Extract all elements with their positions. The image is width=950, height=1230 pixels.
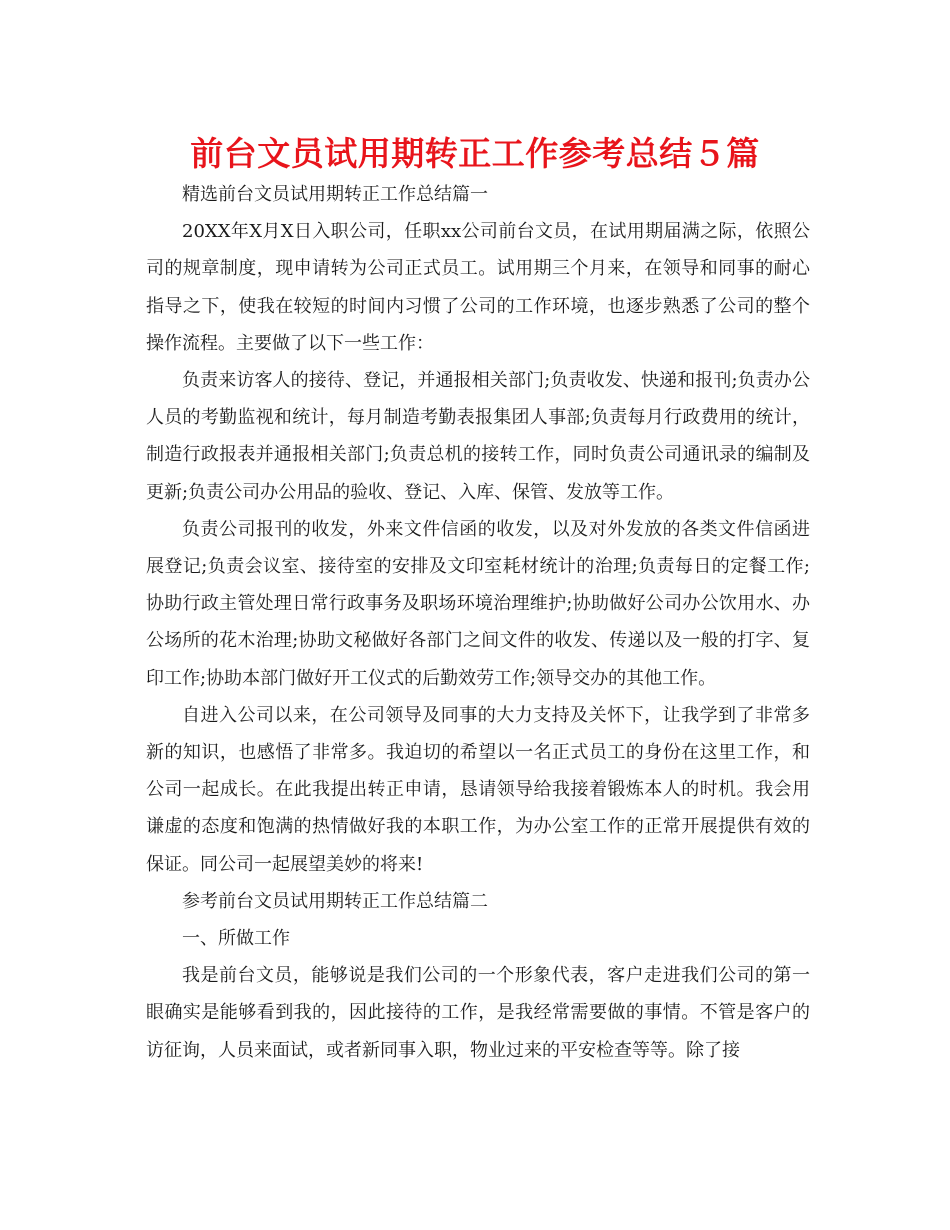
body-paragraph: 自进入公司以来，在公司领导及同事的大力支持及关怀下，让我学到了非常多新的知识，也感悟了非常多。我迫切的希望以一名正式员工的身份在这里工作，和公司一起成长。在此我提出转正申请，恳请领导给我接着锻炼本人的时机。我会用谦虚的态度和饱满的热情做好我的本职工作，为办公室工作的正常开展提供有效的保证。同公司一起展望美妙的将来! bbox=[146, 704, 810, 875]
document-body bbox=[146, 176, 810, 1069]
document-title: 前台文员试用期转正工作参考总结５篇 bbox=[190, 134, 760, 173]
subsection-heading: 一、所做工作 bbox=[182, 928, 290, 950]
body-paragraph: 我是前台文员，能够说是我们公司的一个形象代表，客户走进我们公司的第一眼确实是能够看到我的，因此接待的工作，是我经常需要做的事情。不管是客户的访征询，人员来面试，或者新同事入职，物业过来的平安检查等等。除了接 bbox=[146, 965, 810, 1061]
section-heading-2: 参考前台文员试用期转正工作总结篇二 bbox=[182, 890, 488, 912]
body-paragraph: 负责来访客人的接待、登记，并通报相关部门;负责收发、快递和报刊;负责办公人员的考勤监视和统计，每月制造考勤表报集团人事部;负责每月行政费用的统计，制造行政报表并通报相关部门;负责总机的接转工作，同时负责公司通讯录的编制及更新;负责公司办公用品的验收、登记、入库、保管、发放等工作。 bbox=[146, 370, 810, 503]
body-paragraph: 负责公司报刊的收发，外来文件信函的收发，以及对外发放的各类文件信函进展登记;负责会议室、接待室的安排及文印室耗材统计的治理;负责每日的定餐工作;协助行政主管处理日常行政事务及职场环境治理维护;协助做好公司办公饮用水、办公场所的花木治理;协助文秘做好各部门之间文件的收发、传递以及一般的打字、复印工作;协助本部门做好开工仪式的后勤效劳工作;领导交办的其他工作。 bbox=[146, 518, 810, 689]
section-heading-1: 精选前台文员试用期转正工作总结篇一 bbox=[182, 184, 488, 205]
body-paragraph: 20XX年X月X日入职公司，任职xx公司前台文员，在试用期届满之际，依照公司的规章制度，现申请转为公司正式员工。试用期三个月来，在领导和同事的耐心指导之下，使我在较短的时间内习惯了公司的工作环境，也逐步熟悉了公司的整个操作流程。主要做了以下一些工作： bbox=[146, 221, 810, 354]
